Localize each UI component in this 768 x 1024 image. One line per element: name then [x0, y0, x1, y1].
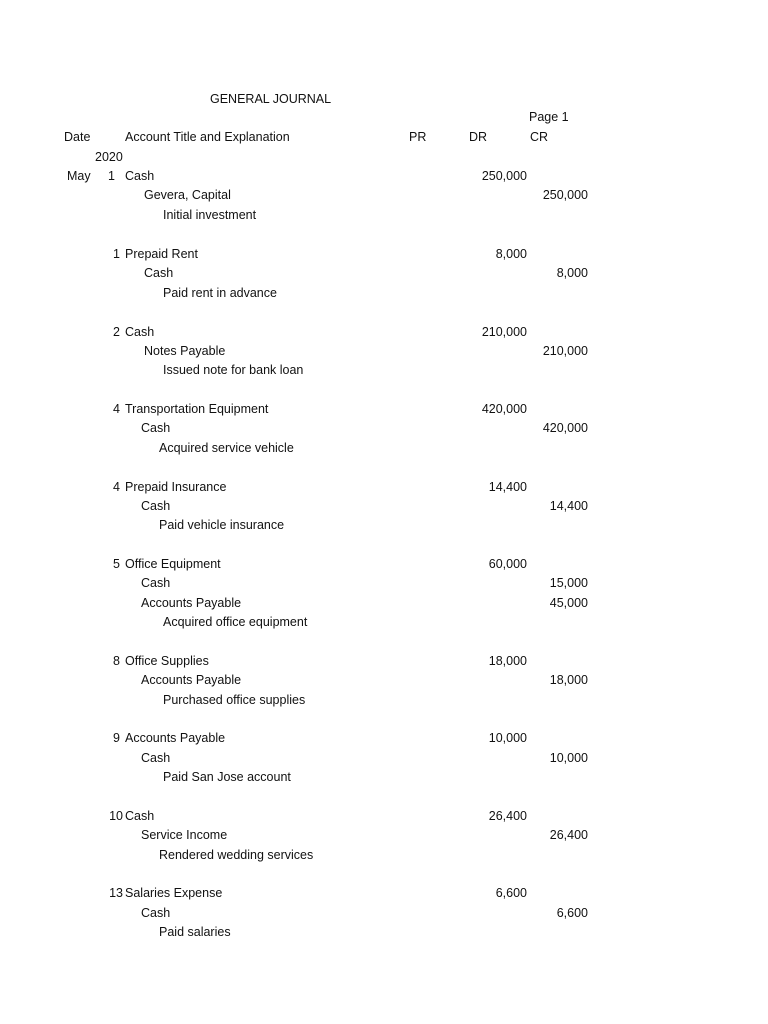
- debit-account: Office Supplies: [125, 654, 209, 668]
- credit-account: Cash: [144, 266, 174, 280]
- column-header-account: Account Title and Explanation: [125, 130, 290, 144]
- entry-explanation: Purchased office supplies: [163, 693, 306, 707]
- column-header-date: Date: [64, 130, 91, 144]
- debit-account: Cash: [125, 809, 155, 823]
- credit-account: Gevera, Capital: [144, 188, 231, 202]
- credit-amount: 45,000: [549, 596, 588, 610]
- entry-day: 8: [113, 654, 120, 668]
- credit-account: Accounts Payable: [141, 673, 242, 687]
- credit-account: Cash: [141, 499, 171, 513]
- entry-explanation: Paid salaries: [159, 925, 231, 939]
- entry-explanation: Paid vehicle insurance: [159, 518, 285, 532]
- credit-amount: 14,400: [549, 499, 588, 513]
- entry-explanation: Initial investment: [163, 208, 257, 222]
- entry-explanation: Rendered wedding services: [159, 848, 314, 862]
- debit-amount: 60,000: [488, 557, 527, 571]
- month-label: May: [67, 169, 91, 183]
- debit-account: Accounts Payable: [125, 731, 226, 745]
- entry-day: 2: [113, 325, 120, 339]
- entry-explanation: Acquired service vehicle: [159, 441, 294, 455]
- credit-amount: 420,000: [542, 421, 588, 435]
- entry-day: 5: [113, 557, 120, 571]
- debit-account: Office Equipment: [125, 557, 221, 571]
- entry-day: 10: [109, 809, 123, 823]
- credit-amount: 8,000: [556, 266, 588, 280]
- credit-account: Service Income: [141, 828, 228, 842]
- debit-amount: 250,000: [481, 169, 527, 183]
- page-number: Page 1: [529, 110, 569, 124]
- entry-explanation: Issued note for bank loan: [163, 363, 304, 377]
- entry-explanation: Acquired office equipment: [163, 615, 308, 629]
- debit-amount: 10,000: [488, 731, 527, 745]
- column-header-cr: CR: [530, 130, 549, 144]
- credit-account: Accounts Payable: [141, 596, 242, 610]
- debit-amount: 210,000: [481, 325, 527, 339]
- credit-account: Cash: [141, 906, 171, 920]
- entry-explanation: Paid rent in advance: [163, 286, 277, 300]
- debit-amount: 420,000: [481, 402, 527, 416]
- credit-amount: 210,000: [542, 344, 588, 358]
- entry-day: 9: [113, 731, 120, 745]
- debit-amount: 18,000: [488, 654, 527, 668]
- debit-account: Prepaid Insurance: [125, 480, 227, 494]
- debit-account: Cash: [125, 169, 155, 183]
- entry-day: 1: [108, 169, 115, 183]
- credit-amount: 26,400: [549, 828, 588, 842]
- debit-amount: 6,600: [495, 886, 527, 900]
- credit-account: Notes Payable: [144, 344, 226, 358]
- credit-amount: 6,600: [556, 906, 588, 920]
- debit-amount: 14,400: [488, 480, 527, 494]
- column-header-dr: DR: [469, 130, 488, 144]
- entry-day: 13: [109, 886, 123, 900]
- credit-amount: 10,000: [549, 751, 588, 765]
- credit-account: Cash: [141, 576, 171, 590]
- credit-amount: 250,000: [542, 188, 588, 202]
- credit-account: Cash: [141, 751, 171, 765]
- debit-account: Prepaid Rent: [125, 247, 198, 261]
- debit-amount: 8,000: [495, 247, 527, 261]
- debit-amount: 26,400: [488, 809, 527, 823]
- entry-day: 1: [113, 247, 120, 261]
- credit-amount: 15,000: [549, 576, 588, 590]
- debit-account: Salaries Expense: [125, 886, 223, 900]
- debit-account: Cash: [125, 325, 155, 339]
- entry-day: 4: [113, 480, 120, 494]
- entry-day: 4: [113, 402, 120, 416]
- credit-account: Cash: [141, 421, 171, 435]
- column-header-pr: PR: [409, 130, 427, 144]
- entry-explanation: Paid San Jose account: [163, 770, 291, 784]
- credit-amount: 18,000: [549, 673, 588, 687]
- debit-account: Transportation Equipment: [125, 402, 269, 416]
- journal-title: GENERAL JOURNAL: [210, 92, 332, 106]
- year-label: 2020: [95, 150, 123, 164]
